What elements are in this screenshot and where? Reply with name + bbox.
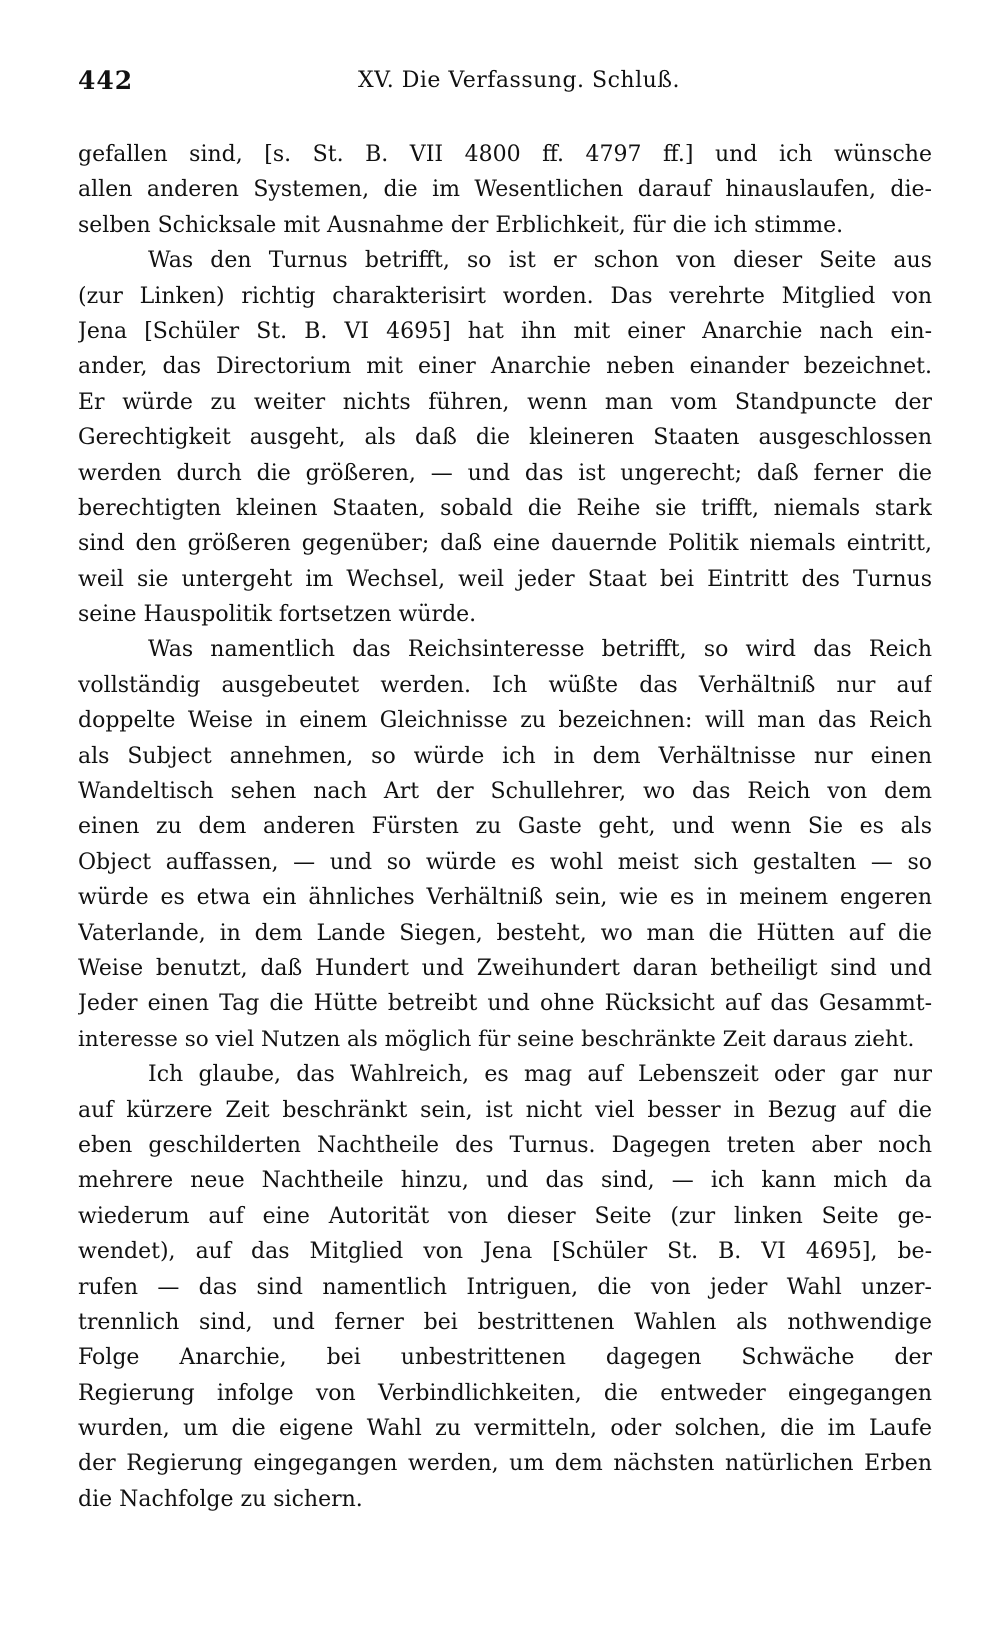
text-line: Jena [Schüler St. B. VI 4695] hat ihn mit einer Anarchie nach ein- <box>78 318 932 344</box>
text-line: werden durch die größeren, — und das ist ungerecht; daß ferner die <box>78 460 932 486</box>
text-line: interesse so viel Nutzen als möglich für seine beschränkte Zeit daraus zieht. <box>78 1026 915 1052</box>
text-line: gefallen sind, [s. St. B. VII 4800 ff. 4797 ff.] und ich wünsche <box>78 142 932 167</box>
text-line: als Subject annehmen, so würde ich in dem Verhältnisse nur einen <box>78 743 932 769</box>
body-text <box>78 137 932 1517</box>
text-line: auf kürzere Zeit beschränkt sein, ist nicht viel besser in Bezug auf die <box>78 1097 932 1123</box>
running-header <box>78 66 928 106</box>
text-line: doppelte Weise in einem Gleichnisse zu bezeichnen: will man das Reich <box>78 708 932 734</box>
running-title: XV. Die Verfassung. Schluß. <box>358 68 680 93</box>
text-line: (zur Linken) richtig charakterisirt worden. Das verehrte Mitglied von <box>78 283 932 309</box>
text-line: eben geschilderten Nachtheile des Turnus. Dagegen treten aber noch <box>78 1132 932 1158</box>
text-line: wurden, um die eigene Wahl zu vermitteln, oder solchen, die im Laufe <box>78 1416 932 1442</box>
text-line: die Nachfolge zu sichern. <box>78 1486 363 1512</box>
text-line: Was den Turnus betrifft, so ist er schon von dieser Seite aus <box>148 248 932 274</box>
text-line: sind den größeren gegenüber; daß eine dauernde Politik niemals eintritt, <box>78 531 932 557</box>
page-number: 442 <box>78 66 134 95</box>
text-line: ander, das Directorium mit einer Anarchie neben einander bezeichnet. <box>78 354 932 380</box>
text-line: Regierung infolge von Verbindlichkeiten, die entweder eingegangen <box>78 1380 932 1406</box>
text-line: Object auffassen, — und so würde es wohl meist sich gestalten — so <box>78 849 932 875</box>
text-line: Gerechtigkeit ausgeht, als daß die kleineren Staaten ausgeschlossen <box>78 425 932 451</box>
text-line: allen anderen Systemen, die im Wesentlichen darauf hinauslaufen, die- <box>78 177 932 203</box>
text-line: berechtigten kleinen Staaten, sobald die Reihe sie trifft, niemals stark <box>78 495 932 521</box>
text-line: Vaterlande, in dem Lande Siegen, besteht, wo man die Hütten auf die <box>78 920 932 946</box>
text-line: mehrere neue Nachtheile hinzu, und das sind, — ich kann mich da <box>78 1168 932 1194</box>
text-line: der Regierung eingegangen werden, um dem nächsten natürlichen Erben <box>78 1451 932 1477</box>
text-line: Weise benutzt, daß Hundert und Zweihundert daran betheiligt sind und <box>78 955 932 981</box>
text-line: Folge Anarchie, bei unbestrittenen dagegen Schwäche der <box>78 1345 932 1371</box>
text-line: wiederum auf eine Autorität von dieser Seite (zur linken Seite ge- <box>78 1203 932 1229</box>
text-line: Er würde zu weiter nichts führen, wenn man vom Standpuncte der <box>78 389 932 415</box>
text-line: rufen — das sind namentlich Intriguen, die von jeder Wahl unzer- <box>78 1274 932 1300</box>
text-line: seine Hauspolitik fortsetzen würde. <box>78 602 477 628</box>
text-line: weil sie untergeht im Wechsel, weil jeder Staat bei Eintritt des Turnus <box>78 566 932 592</box>
text-line: Was namentlich das Reichsinteresse betrifft, so wird das Reich <box>148 637 932 663</box>
text-line: selben Schicksale mit Ausnahme der Erblichkeit, für die ich stimme. <box>78 212 844 238</box>
text-line: Wandeltisch sehen nach Art der Schullehrer, wo das Reich von dem <box>78 779 932 805</box>
text-line: vollständig ausgebeutet werden. Ich wüßte das Verhältniß nur auf <box>78 672 932 698</box>
text-line: trennlich sind, und ferner bei bestrittenen Wahlen als nothwendige <box>78 1309 932 1335</box>
text-line: wendet), auf das Mitglied von Jena [Schüler St. B. VI 4695], be- <box>78 1239 932 1265</box>
text-line: Ich glaube, das Wahlreich, es mag auf Lebenszeit oder gar nur <box>148 1062 932 1088</box>
text-line: Jeder einen Tag die Hütte betreibt und ohne Rücksicht auf das Gesammt- <box>78 991 932 1017</box>
text-line: einen zu dem anderen Fürsten zu Gaste geht, und wenn Sie es als <box>78 814 932 840</box>
text-line: würde es etwa ein ähnliches Verhältniß sein, wie es in meinem engeren <box>78 885 932 911</box>
